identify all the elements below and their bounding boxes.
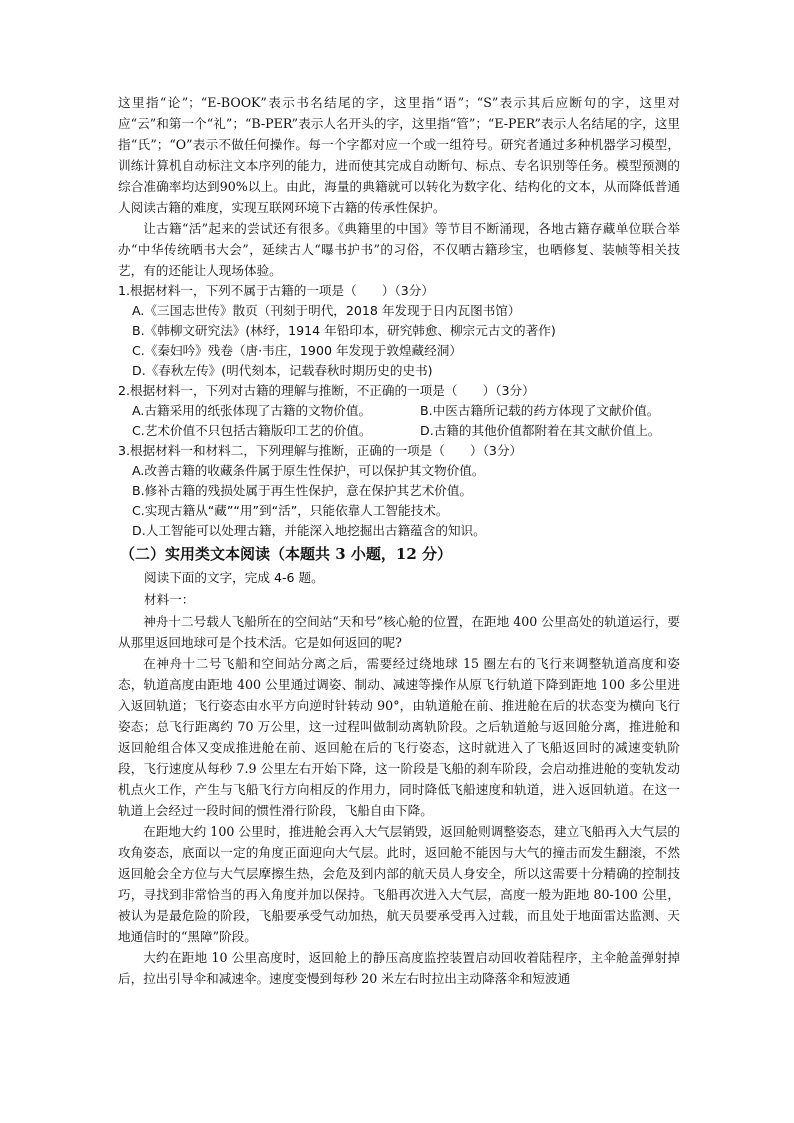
question-2 — [118, 381, 680, 441]
option-a: A.古籍采用的纸张体现了古籍的文物价值。 — [132, 403, 372, 418]
option-a: A.改善古籍的收藏条件属于原生性保护，可以保护其文物价值。 — [132, 463, 485, 478]
question-3 — [118, 441, 680, 541]
option-b: B.《韩柳文研究法》(林纾，1914 年铅印本，研究韩愈、柳宗元古文的著作) — [132, 323, 556, 338]
question-1 — [118, 281, 680, 381]
option-row-ab — [118, 401, 680, 421]
option-b: B.中医古籍所记载的药方体现了文献价值。 — [420, 403, 660, 418]
material1-paragraph-1: 神舟十二号载人飞船所在的空间站“天和号”核心舱的位置，在距地 400 公里高处的轨道运行，要从那里返回地球可是个技术活。它是如何返回的呢? — [118, 614, 680, 650]
option-c: C.艺术价值不只包括古籍版印工艺的价值。 — [132, 423, 372, 438]
option-b: B.修补古籍的残损处属于再生性保护，意在保护其艺术价值。 — [132, 483, 473, 498]
exam-page — [118, 92, 680, 989]
material1-paragraph-3: 在距地大约 100 公里时，推进舱会再入大气层销毁，返回舱则调整姿态，建立飞船再入大气层的攻角姿态，底面以一定的角度正面迎向大气层。此时，返回舱不能因与大气的撞击而发生翻滚，不然返回舱会全方位与大气层摩擦生热，会危及到内部的航天员人身安全，所以这需要十分精确的控制技巧，寻找到非常恰当的再入角度并加以保持。飞船再次进入大气层，高度一般为距地 80-100 公里，被认为是最危险的阶段，飞船要承受气动加热，航天员要承受再入过载，而且处于地面雷达监测、天地通信时的“黑障”阶段。 — [118, 824, 680, 944]
section-heading: （二）实用类文本阅读（本题共 3 小题，12 分） — [120, 545, 452, 563]
option-c: C.《秦妇吟》残卷（唐·韦庄，1900 年发现于敦煌藏经洞） — [132, 343, 462, 358]
section-instruction: 阅读下面的文字，完成 4-6 题。 — [144, 570, 324, 585]
option-d: D.古籍的其他价值都附着在其文献价值上。 — [420, 423, 661, 438]
option-a: A.《三国志世传》散页（刊刻于明代，2018 年发现于日内瓦图书馆） — [132, 303, 521, 318]
option-row-cd — [118, 421, 680, 441]
option-c: C.实现古籍从“藏”“用”到“活”，只能依靠人工智能技术。 — [132, 503, 449, 518]
question-stem: 2.根据材料一，下列对古籍的理解与推断，不正确的一项是（ ）（3分） — [118, 383, 535, 398]
material2-paragraph-2: 让古籍“活”起来的尝试还有很多。《典籍里的中国》等节目不断涌现，各地古籍存藏单位联合举办“中华传统晒书大会”，延续古人“曝书护书”的习俗，不仅晒古籍珍宝，也晒修复、装帧等相关技艺，有的还能让人现场体验。 — [118, 221, 680, 278]
material-label: 材料一： — [144, 592, 195, 607]
material2-paragraph-1: 这里指“论”；“E-BOOK”表示书名结尾的字，这里指“语”；“S”表示其后应断句的字，这里对应“云”和第一个“礼”；“B-PER”表示人名开头的字，这里指“管”；“E-PER”表示人名结尾的字，这里指“氏”；“O”表示不做任何操作。每一个字都对应一个或一组符号。研究者通过多种机器学习模型，训练计算机自动标注文本序列的能力，进而使其完成自动断句、标点、专名识别等任务。模型预测的综合准确率均达到90%以上。由此，海量的典籍就可以转化为数字化、结构化的文本，从而降低普通人阅读古籍的难度，实现互联网环境下古籍的传承性保护。 — [118, 95, 680, 215]
option-d: D.《春秋左传》(明代刻本，记载春秋时期历史的史书) — [132, 363, 433, 378]
question-stem: 1.根据材料一，下列不属于古籍的一项是（ ）（3分） — [118, 283, 434, 298]
question-stem: 3.根据材料一和材料二，下列理解与推断，正确的一项是（ ）（3分） — [118, 443, 523, 458]
option-d: D.人工智能可以处理古籍，并能深入地挖掘出古籍蕴含的知识。 — [132, 523, 486, 538]
material1-paragraph-4: 大约在距地 10 公里高度时，返回舱上的静压高度监控装置启动回收着陆程序，主伞舱盖弹射掉后，拉出引导伞和减速伞。速度变慢到每秒 20 米左右时拉出主动降落伞和短波通 — [118, 950, 680, 986]
material1-paragraph-2: 在神舟十二号飞船和空间站分离之后，需要经过绕地球 15 圈左右的飞行来调整轨道高度和姿态，轨道高度由距地 400 公里通过调姿、制动、减速等操作从原飞行轨道下降到距地 100 多公里进入返回轨道；飞行姿态由水平方向逆时针转动 90°，由轨道舱在前、推进舱在后的状态变为横向飞行姿态；总飞行距离约 70 万公里，这一过程叫做制动离轨阶段。之后轨道舱与返回舱分离，推进舱和返回舱组合体又变成推进舱在前、返回舱在后的飞行姿态，这时就进入了飞船返回时的减速变轨阶段，飞行速度从每秒 7.9 公里左右开始下降，这一阶段是飞船的刹车阶段，会启动推进舱的变轨发动机点火工作，产生与飞船飞行方向相反的作用力，同时降低飞船速度和轨道，进入返回轨道。在这一轨道上会经过一段时间的惯性滑行阶段，飞船自由下降。 — [118, 656, 680, 818]
